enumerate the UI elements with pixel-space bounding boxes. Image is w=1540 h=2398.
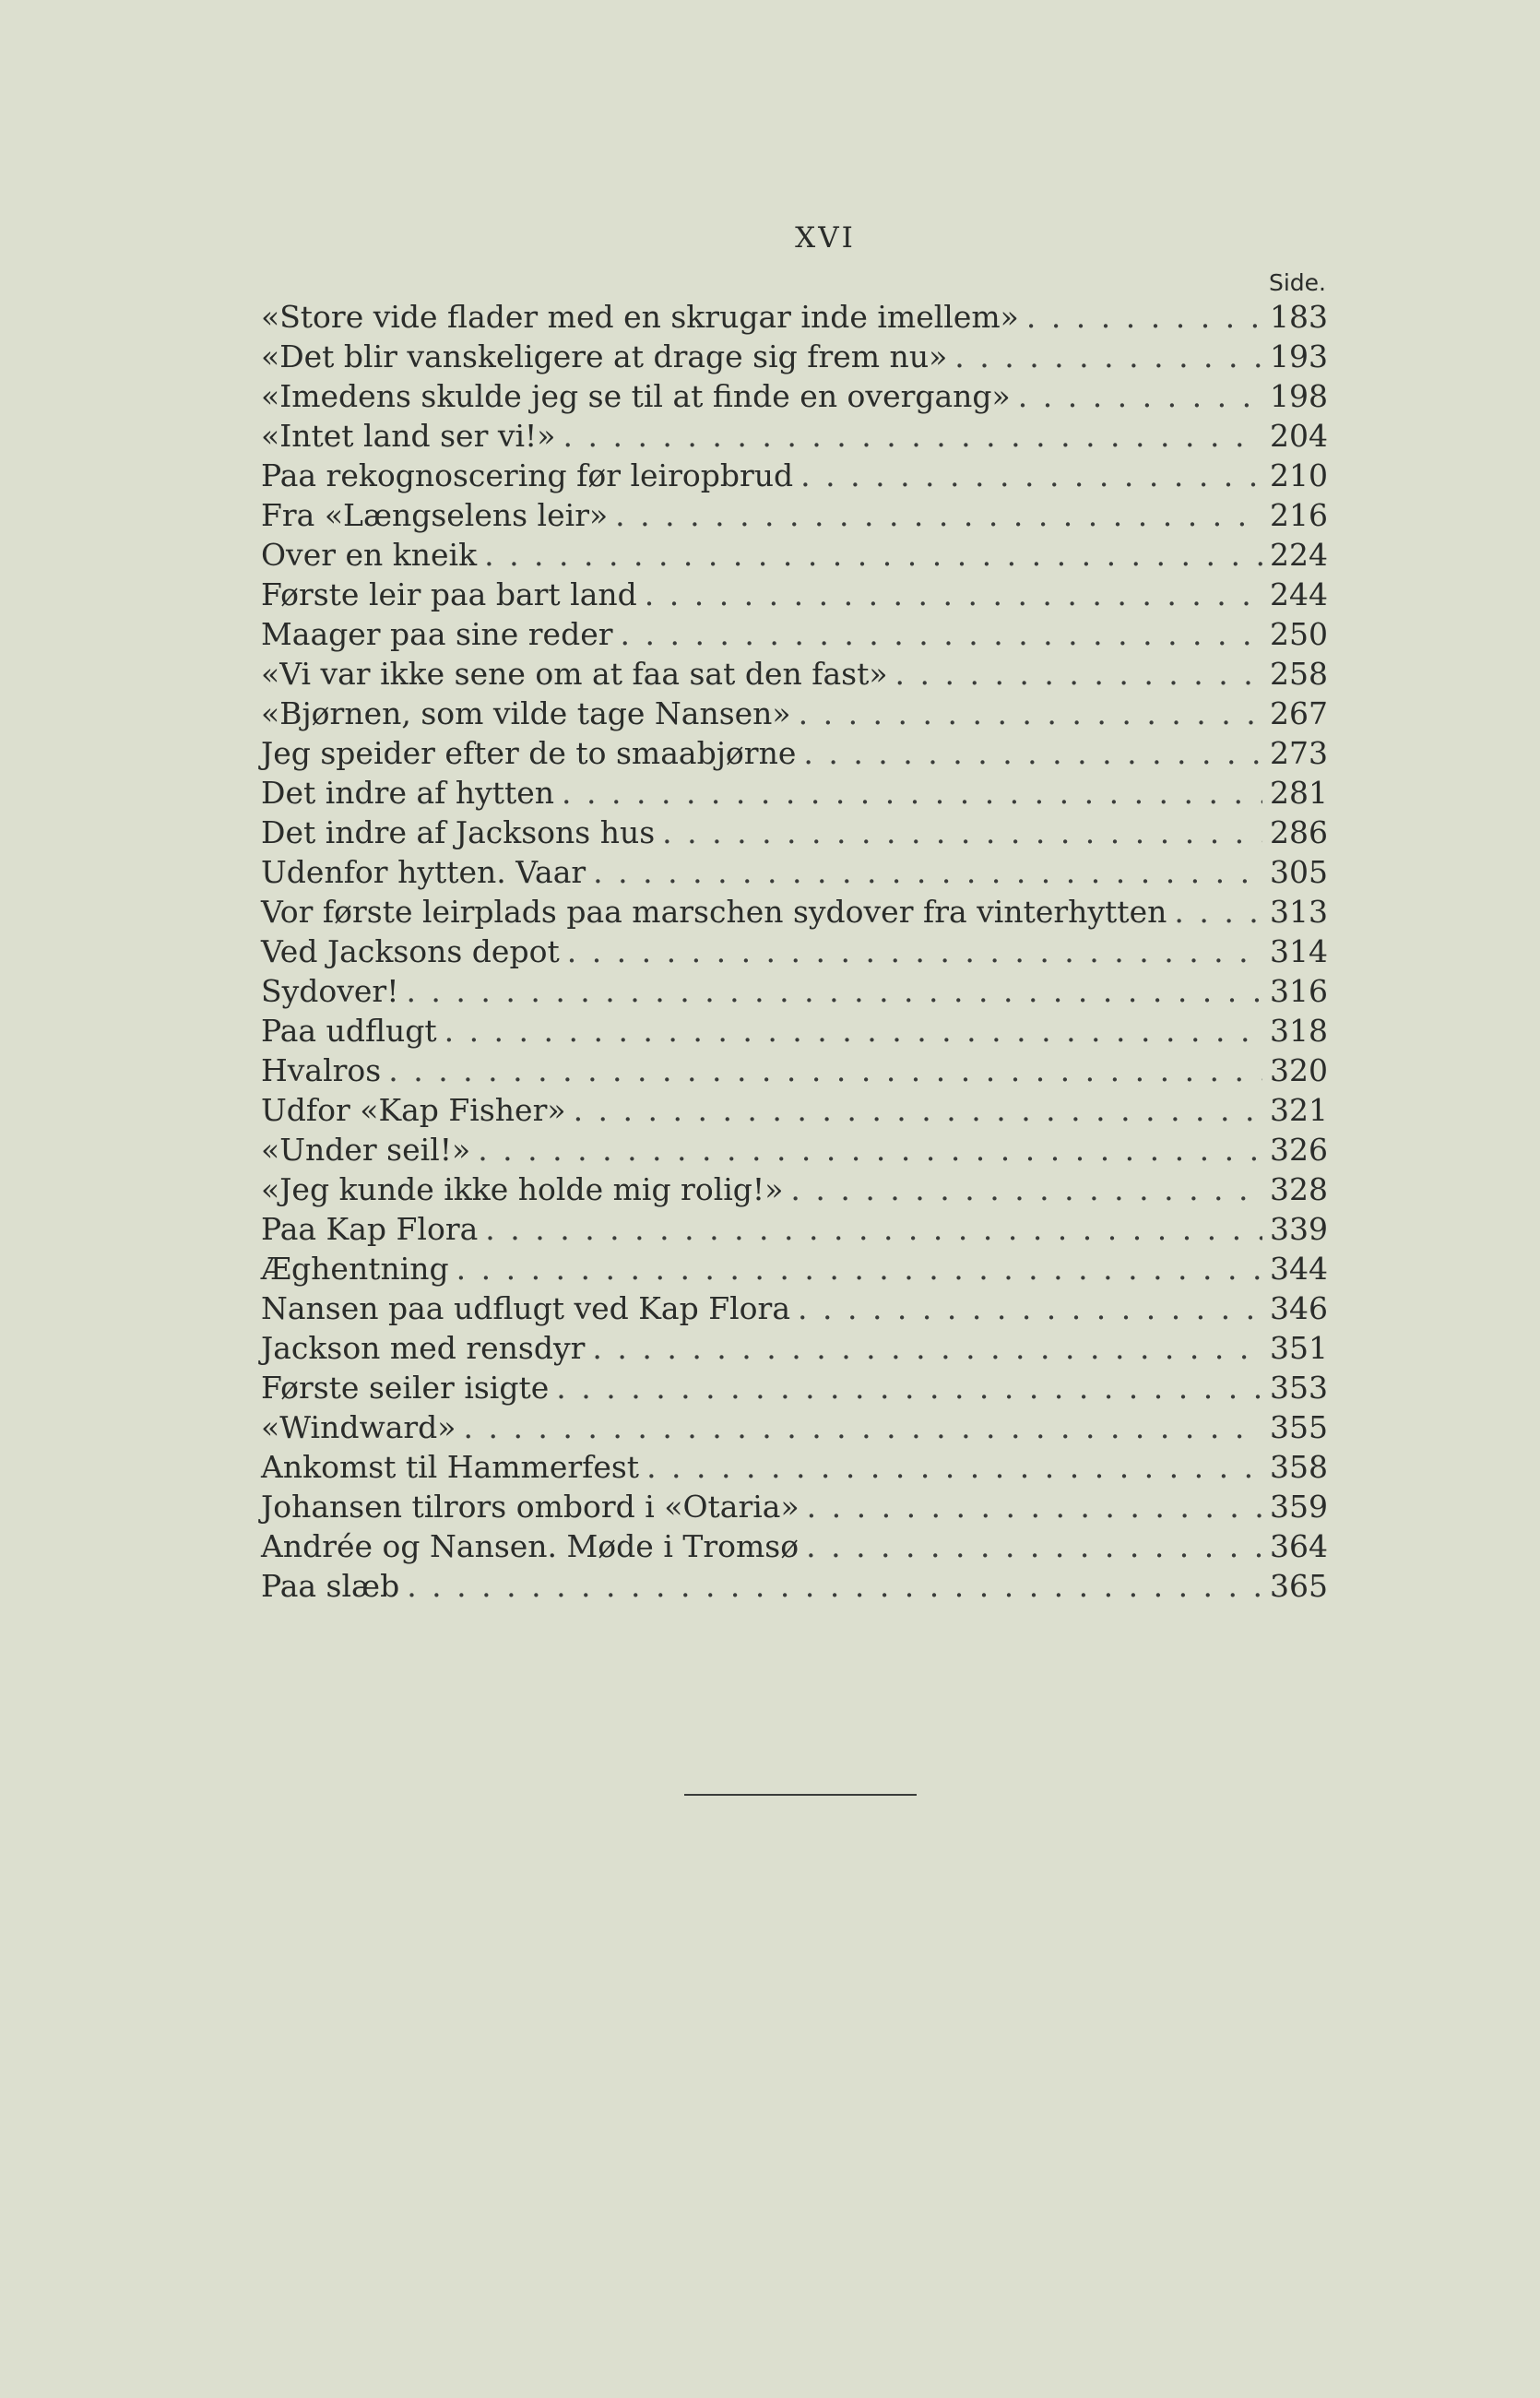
toc-entry	[261, 1051, 1328, 1090]
toc-entry	[261, 337, 1328, 376]
dot-leader	[456, 1249, 1262, 1288]
toc-entry	[261, 1011, 1328, 1051]
dot-leader	[484, 535, 1262, 575]
toc-entry-title: Jeg speider efter de to smaabjørne	[261, 735, 797, 771]
toc-entry-title: Nansen paa udflugt ved Kap Flora	[261, 1290, 790, 1326]
dot-leader	[562, 773, 1262, 813]
toc-entry-page: 353	[1270, 1370, 1328, 1406]
dot-leader	[485, 1209, 1262, 1249]
toc-entry-page: 339	[1270, 1211, 1328, 1247]
toc-entry-page: 313	[1270, 894, 1328, 930]
toc-entry-page: 216	[1270, 497, 1328, 533]
toc-entry-title: «Det blir vanskeligere at drage sig frem nu»	[261, 338, 948, 374]
dot-leader	[1174, 892, 1262, 932]
toc-entry-page: 346	[1270, 1290, 1328, 1326]
toc-entry	[261, 1249, 1328, 1288]
toc-entry	[261, 535, 1328, 575]
toc-entry-title: Paa slæb	[261, 1568, 400, 1604]
dot-leader	[799, 694, 1262, 733]
toc-entry-page: 326	[1270, 1132, 1328, 1168]
dot-leader	[790, 1169, 1262, 1209]
dot-leader	[895, 654, 1262, 694]
dot-leader	[1018, 376, 1262, 416]
toc-entry-title: Fra «Længselens leir»	[261, 497, 609, 533]
dot-leader	[798, 1288, 1262, 1328]
toc-entry-title: Andrée og Nansen. Møde i Tromsø	[261, 1528, 800, 1564]
toc-entry	[261, 1130, 1328, 1169]
toc-entry	[261, 852, 1328, 892]
toc-entry-title: Ved Jacksons depot	[261, 933, 560, 969]
toc-entry-page: 204	[1270, 418, 1328, 454]
page-column-label: Side.	[1268, 269, 1326, 296]
toc-entry	[261, 654, 1328, 694]
toc-entry-title: Det indre af hytten	[261, 775, 555, 811]
toc-entry	[261, 1328, 1328, 1368]
toc-entry-title: Ankomst til Hammerfest	[261, 1449, 640, 1485]
toc-entry-title: Æghentning	[261, 1251, 449, 1287]
toc-entry-page: 183	[1270, 299, 1328, 335]
closing-rule	[684, 1794, 917, 1796]
toc-entry	[261, 1566, 1328, 1606]
dot-leader	[646, 1447, 1262, 1487]
toc-entry-title: Vor første leirplads paa marschen sydover fra vinterhytten	[261, 894, 1167, 930]
dot-leader	[574, 1090, 1262, 1130]
toc-entry-title: Første seiler isigte	[261, 1370, 550, 1406]
dot-leader	[807, 1487, 1262, 1526]
dot-leader	[1026, 297, 1262, 337]
toc-entry-page: 316	[1270, 973, 1328, 1009]
dot-leader	[954, 337, 1262, 376]
toc-entry	[261, 1169, 1328, 1209]
toc-entry	[261, 297, 1328, 337]
toc-entry	[261, 495, 1328, 535]
toc-entry-page: 273	[1270, 735, 1328, 771]
toc-entry-title: «Store vide flader med en skrugar inde imellem»	[261, 299, 1019, 335]
dot-leader	[645, 575, 1262, 614]
toc-entry-page: 321	[1270, 1092, 1328, 1128]
toc-entry-page: 286	[1270, 814, 1328, 850]
toc-entry-title: Paa rekognoscering før leiropbrud	[261, 457, 794, 493]
toc-entry	[261, 1288, 1328, 1328]
dot-leader	[388, 1051, 1262, 1090]
dot-leader	[478, 1130, 1262, 1169]
dot-leader	[567, 932, 1262, 971]
page-number: XVI	[795, 221, 856, 255]
toc-entry-title: Sydover!	[261, 973, 399, 1009]
toc-entry	[261, 971, 1328, 1011]
toc-entry	[261, 456, 1328, 495]
dot-leader	[592, 1328, 1262, 1368]
toc-entry	[261, 416, 1328, 456]
dot-leader	[563, 416, 1263, 456]
toc-entry	[261, 1487, 1328, 1526]
toc-entry-page: 351	[1270, 1330, 1328, 1366]
toc-entry-title: Udenfor hytten. Vaar	[261, 854, 586, 890]
dot-leader	[803, 733, 1262, 773]
toc-entry-page: 198	[1270, 378, 1328, 414]
toc-entry-title: Hvalros	[261, 1052, 382, 1088]
toc-entry	[261, 614, 1328, 654]
toc-entry-page: 281	[1270, 775, 1328, 811]
toc-entry	[261, 733, 1328, 773]
toc-entry-page: 314	[1270, 933, 1328, 969]
toc-entry	[261, 1407, 1328, 1447]
toc-entry-page: 358	[1270, 1449, 1328, 1485]
toc-entry-title: «Under seil!»	[261, 1132, 471, 1168]
toc-entry-title: «Bjørnen, som vilde tage Nansen»	[261, 695, 791, 731]
toc-entry-title: «Imedens skulde jeg se til at finde en overgang»	[261, 378, 1011, 414]
toc-entry-title: Paa Kap Flora	[261, 1211, 479, 1247]
toc-entry-page: 355	[1270, 1409, 1328, 1445]
toc-entry	[261, 1526, 1328, 1566]
toc-entry	[261, 1368, 1328, 1407]
toc-entry-title: «Jeg kunde ikke holde mig rolig!»	[261, 1171, 784, 1207]
toc-entry-page: 244	[1270, 576, 1328, 612]
dot-leader	[800, 456, 1262, 495]
toc-entry-page: 224	[1270, 537, 1328, 573]
toc-entry-title: «Windward»	[261, 1409, 456, 1445]
dot-leader	[444, 1011, 1262, 1051]
toc-entry-page: 328	[1270, 1171, 1328, 1207]
toc-entry-page: 250	[1270, 616, 1328, 652]
toc-entry-page: 364	[1270, 1528, 1328, 1564]
toc-entry	[261, 773, 1328, 813]
toc-entry-page: 258	[1270, 656, 1328, 692]
toc-entry-page: 359	[1270, 1489, 1328, 1525]
toc-entry-title: Johansen tilrors ombord i «Otaria»	[261, 1489, 800, 1525]
toc-entry-title: Udfor «Kap Fisher»	[261, 1092, 566, 1128]
toc-entry-page: 210	[1270, 457, 1328, 493]
toc-entry-title: Maager paa sine reder	[261, 616, 613, 652]
dot-leader	[621, 614, 1262, 654]
dot-leader	[615, 495, 1262, 535]
toc-entry-page: 193	[1270, 338, 1328, 374]
toc-entry	[261, 892, 1328, 932]
toc-entry-title: Jackson med rensdyr	[261, 1330, 586, 1366]
toc-entry	[261, 932, 1328, 971]
toc-entry-page: 318	[1270, 1013, 1328, 1049]
toc-entry-title: «Vi var ikke sene om at faa sat den fast»	[261, 656, 888, 692]
dot-leader	[556, 1368, 1262, 1407]
dot-leader	[806, 1526, 1262, 1566]
toc-entry-title: Det indre af Jacksons hus	[261, 814, 656, 850]
dot-leader	[463, 1407, 1262, 1447]
toc-entry	[261, 575, 1328, 614]
toc-entry-page: 305	[1270, 854, 1328, 890]
toc-entry-title: Første leir paa bart land	[261, 576, 637, 612]
toc-entry-title: «Intet land ser vi!»	[261, 418, 556, 454]
toc-entry-page: 365	[1270, 1568, 1328, 1604]
dot-leader	[662, 813, 1262, 852]
dot-leader	[407, 1566, 1262, 1606]
illustration-list	[261, 297, 1328, 1606]
dot-leader	[406, 971, 1262, 1011]
toc-entry	[261, 1447, 1328, 1487]
toc-entry	[261, 694, 1328, 733]
toc-entry-page: 267	[1270, 695, 1328, 731]
toc-entry-page: 320	[1270, 1052, 1328, 1088]
toc-entry	[261, 1209, 1328, 1249]
toc-entry-title: Over en kneik	[261, 537, 478, 573]
toc-entry	[261, 813, 1328, 852]
toc-entry	[261, 376, 1328, 416]
toc-entry-title: Paa udflugt	[261, 1013, 437, 1049]
toc-entry	[261, 1090, 1328, 1130]
dot-leader	[593, 852, 1262, 892]
toc-entry-page: 344	[1270, 1251, 1328, 1287]
